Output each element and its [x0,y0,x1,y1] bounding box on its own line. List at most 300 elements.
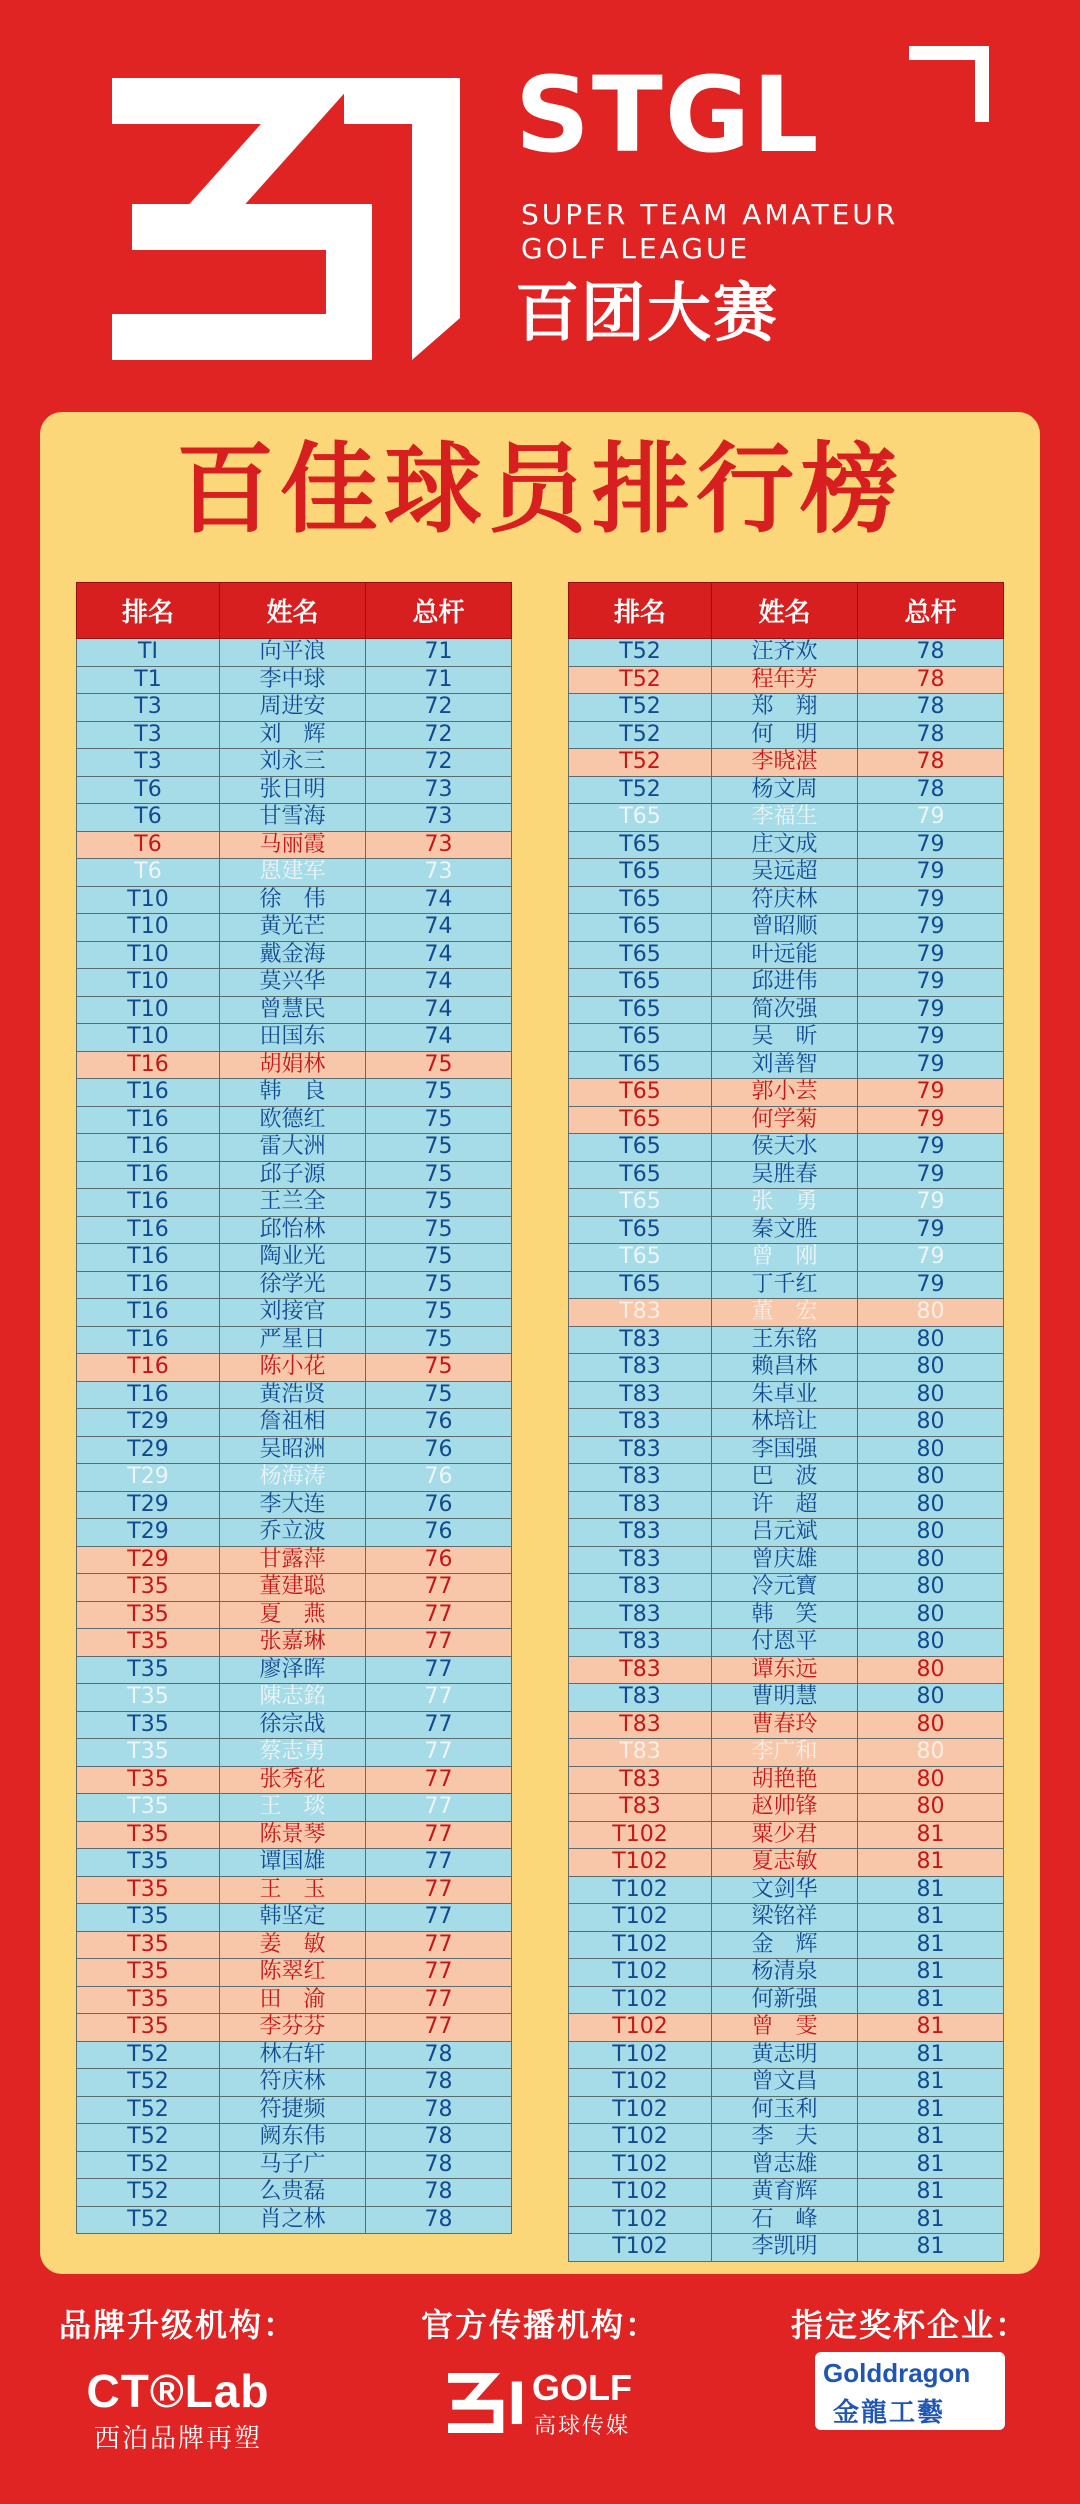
score-cell: 81 [858,1821,1004,1849]
rank-cell: T52 [569,666,712,694]
table-row [77,776,512,804]
table-row [77,694,512,722]
table-row [77,1601,512,1629]
rank-cell: T16 [77,1134,220,1162]
score-cell: 80 [858,1684,1004,1712]
name-cell: 刘 辉 [220,721,366,749]
score-cell: 77 [366,1739,512,1767]
table-row [569,804,1004,832]
rank-cell: T16 [77,1051,220,1079]
name-cell: 汪齐欢 [712,639,858,667]
rank-cell: T65 [569,1079,712,1107]
rank-cell: T35 [77,1986,220,2014]
name-cell: 粟少君 [712,1821,858,1849]
score-cell: 81 [858,2041,1004,2069]
stgl-logo-mark [112,78,460,360]
name-cell: 董建聪 [220,1574,366,1602]
table-row [77,1051,512,1079]
table-row [77,1739,512,1767]
brand-subtitle-line1: SUPER TEAM AMATEUR [521,198,899,231]
table-row [77,1106,512,1134]
table-row [569,2151,1004,2179]
rank-cell: T35 [77,2014,220,2042]
table-row [77,2179,512,2207]
table-row [77,639,512,667]
rank-cell: T52 [569,776,712,804]
header-score: 总杆 [366,583,512,639]
score-cell: 79 [858,859,1004,887]
name-cell: 邱怡林 [220,1216,366,1244]
score-cell: 81 [858,1959,1004,1987]
table-row [569,1739,1004,1767]
rank-cell: T52 [569,694,712,722]
rank-cell: T83 [569,1629,712,1657]
score-cell: 80 [858,1354,1004,1382]
table-row [569,2069,1004,2097]
name-cell: 朱卓业 [712,1381,858,1409]
golddragon-logo [815,2352,1005,2430]
name-cell: 侯天水 [712,1134,858,1162]
table-row [569,1959,1004,1987]
score-cell: 75 [366,1354,512,1382]
name-cell: 冷元寶 [712,1574,858,1602]
name-cell: 邱进伟 [712,969,858,997]
rank-cell: T52 [77,2179,220,2207]
name-cell: 莫兴华 [220,969,366,997]
name-cell: 徐 伟 [220,886,366,914]
table-row [569,996,1004,1024]
name-cell: 曹春玲 [712,1711,858,1739]
table-row [77,1244,512,1272]
score-cell: 78 [366,2041,512,2069]
name-cell: 曹明慧 [712,1684,858,1712]
table-row [77,859,512,887]
rank-cell: T35 [77,1684,220,1712]
score-cell: 79 [858,941,1004,969]
table-row [77,1629,512,1657]
table-row [569,1161,1004,1189]
table-row [569,694,1004,722]
rank-cell: T102 [569,1904,712,1932]
rank-cell: T65 [569,1271,712,1299]
score-cell: 81 [858,2069,1004,2097]
rank-cell: T102 [569,2041,712,2069]
rank-cell: T10 [77,914,220,942]
name-cell: 赖昌林 [712,1354,858,1382]
name-cell: 周进安 [220,694,366,722]
table-row [569,914,1004,942]
name-cell: 陈翠红 [220,1959,366,1987]
table-row [569,2041,1004,2069]
score-cell: 75 [366,1189,512,1217]
table-row [569,2014,1004,2042]
score-cell: 77 [366,1711,512,1739]
table-row [77,969,512,997]
name-cell: 甘露萍 [220,1546,366,1574]
rank-cell: T65 [569,1024,712,1052]
rank-cell: T65 [569,941,712,969]
score-cell: 76 [366,1519,512,1547]
name-cell: 姜 敏 [220,1931,366,1959]
brand-chinese-name: 百团大赛 [515,277,779,351]
name-cell: 蔡志勇 [220,1739,366,1767]
name-cell: 曾 刚 [712,1244,858,1272]
score-cell: 79 [858,1079,1004,1107]
name-cell: 林右轩 [220,2041,366,2069]
table-row [77,1876,512,1904]
name-cell: 王兰全 [220,1189,366,1217]
name-cell: 张嘉琳 [220,1629,366,1657]
score-cell: 73 [366,831,512,859]
score-cell: 77 [366,1931,512,1959]
rank-cell: T52 [77,2041,220,2069]
table-row [77,996,512,1024]
name-cell: 简次强 [712,996,858,1024]
table-row [569,1794,1004,1822]
name-cell: 詹祖相 [220,1409,366,1437]
name-cell: 付恩平 [712,1629,858,1657]
rank-cell: T10 [77,1024,220,1052]
name-cell: 欧德红 [220,1106,366,1134]
name-cell: 吴昭洲 [220,1436,366,1464]
rank-cell: T1 [77,666,220,694]
rank-cell: T29 [77,1436,220,1464]
rank-cell: T83 [569,1326,712,1354]
table-row [569,1519,1004,1547]
score-cell: 80 [858,1409,1004,1437]
table-row [77,1904,512,1932]
name-cell: 刘接官 [220,1299,366,1327]
name-cell: 谭东远 [712,1656,858,1684]
rank-cell: TI [77,639,220,667]
score-cell: 73 [366,776,512,804]
name-cell: 符捷频 [220,2096,366,2124]
rank-cell: T29 [77,1546,220,1574]
rank-cell: T83 [569,1354,712,1382]
rank-cell: T52 [569,639,712,667]
score-cell: 76 [366,1491,512,1519]
table-row [569,1904,1004,1932]
score-cell: 77 [366,2014,512,2042]
name-cell: 陈景琴 [220,1821,366,1849]
name-cell: 秦文胜 [712,1216,858,1244]
table-row [569,1189,1004,1217]
rank-cell: T10 [77,969,220,997]
rank-cell: T83 [569,1766,712,1794]
table-row [77,2014,512,2042]
name-cell: 何玉利 [712,2096,858,2124]
rank-cell: T65 [569,996,712,1024]
table-row [77,1491,512,1519]
rank-cell: T102 [569,2069,712,2097]
score-cell: 80 [858,1766,1004,1794]
score-cell: 81 [858,2234,1004,2262]
name-cell: 邱子源 [220,1161,366,1189]
score-cell: 79 [858,1106,1004,1134]
score-cell: 75 [366,1161,512,1189]
rank-cell: T83 [569,1299,712,1327]
rank-cell: T65 [569,1134,712,1162]
score-cell: 76 [366,1464,512,1492]
score-cell: 80 [858,1601,1004,1629]
table-row [77,2096,512,2124]
table-row [569,1079,1004,1107]
name-cell: 黄育辉 [712,2179,858,2207]
rank-cell: T35 [77,1959,220,1987]
name-cell: 石 峰 [712,2206,858,2234]
name-cell: 王东铭 [712,1326,858,1354]
name-cell: 何学菊 [712,1106,858,1134]
score-cell: 74 [366,969,512,997]
table-row [77,1381,512,1409]
golf-logo-subtitle: 高球传媒 [533,2413,630,2439]
table-row [77,1766,512,1794]
table-row [77,1684,512,1712]
score-cell: 80 [858,1739,1004,1767]
score-cell: 79 [858,914,1004,942]
golddragon-logo-text: Golddragon [823,2358,971,2388]
brand-subtitle-line2: GOLF LEAGUE [521,232,751,265]
rank-cell: T35 [77,1766,220,1794]
table-row [77,1546,512,1574]
name-cell: 吴胜春 [712,1161,858,1189]
name-cell: 刘永三 [220,749,366,777]
rank-cell: T35 [77,1601,220,1629]
rank-cell: T83 [569,1464,712,1492]
header-score: 总杆 [858,583,1004,639]
table-row [77,1024,512,1052]
table-row [569,1024,1004,1052]
rank-cell: T35 [77,1849,220,1877]
rank-cell: T6 [77,859,220,887]
rank-cell: T16 [77,1244,220,1272]
score-cell: 75 [366,1299,512,1327]
score-cell: 81 [858,1931,1004,1959]
table-row [77,1079,512,1107]
table-row [77,666,512,694]
table-body-left [77,639,512,2234]
table-row [77,2206,512,2234]
name-cell: 么贵磊 [220,2179,366,2207]
name-cell: 陈小花 [220,1354,366,1382]
name-cell: 郭小芸 [712,1079,858,1107]
table-row [569,2124,1004,2152]
score-cell: 80 [858,1656,1004,1684]
score-cell: 79 [858,804,1004,832]
table-row [569,1601,1004,1629]
name-cell: 廖泽晖 [220,1656,366,1684]
score-cell: 75 [366,1381,512,1409]
name-cell: 黄志明 [712,2041,858,2069]
score-cell: 79 [858,1134,1004,1162]
name-cell: 黄光芒 [220,914,366,942]
score-cell: 74 [366,914,512,942]
table-row [77,749,512,777]
rank-cell: T65 [569,1051,712,1079]
table-row [569,941,1004,969]
score-cell: 81 [858,1904,1004,1932]
table-row [77,1794,512,1822]
rank-cell: T102 [569,2179,712,2207]
name-cell: 夏志敏 [712,1849,858,1877]
footer-sponsors [0,2290,1080,2504]
table-row [77,1436,512,1464]
table-row [77,941,512,969]
score-cell: 74 [366,996,512,1024]
name-cell: 韩 笑 [712,1601,858,1629]
score-cell: 75 [366,1271,512,1299]
table-header-row [569,583,1004,639]
name-cell: 李晓湛 [712,749,858,777]
rank-cell: T65 [569,1106,712,1134]
table-row [569,666,1004,694]
score-cell: 78 [366,2124,512,2152]
name-cell: 曾昭顺 [712,914,858,942]
rank-cell: T3 [77,749,220,777]
name-cell: 曾文昌 [712,2069,858,2097]
rank-cell: T35 [77,1931,220,1959]
name-cell: 吴远超 [712,859,858,887]
score-cell: 75 [366,1326,512,1354]
name-cell: 胡艳艳 [712,1766,858,1794]
rank-cell: T65 [569,969,712,997]
name-cell: 林培让 [712,1409,858,1437]
rank-cell: T16 [77,1271,220,1299]
name-cell: 赵帅锋 [712,1794,858,1822]
name-cell: 何新强 [712,1986,858,2014]
table-row [77,2041,512,2069]
table-row [77,1134,512,1162]
rank-cell: T6 [77,831,220,859]
rank-cell: T102 [569,2124,712,2152]
rank-cell: T35 [77,1876,220,1904]
table-row [77,1299,512,1327]
name-cell: 韩 良 [220,1079,366,1107]
name-cell: 庄文成 [712,831,858,859]
score-cell: 81 [858,2014,1004,2042]
rank-cell: T65 [569,804,712,832]
brand-title: STGL [515,54,821,176]
rank-cell: T16 [77,1354,220,1382]
table-row [77,1986,512,2014]
rank-cell: T65 [569,886,712,914]
rank-cell: T16 [77,1216,220,1244]
table-row [569,639,1004,667]
score-cell: 72 [366,694,512,722]
ctlab-logo-subtitle: 西泊品牌再塑 [93,2424,262,2454]
rank-cell: T65 [569,831,712,859]
golf-media-logo [410,2364,670,2442]
table-row [569,2234,1004,2262]
rank-cell: T65 [569,1189,712,1217]
table-row [569,1876,1004,1904]
name-cell: 李国强 [712,1436,858,1464]
score-cell: 79 [858,1216,1004,1244]
rank-cell: T102 [569,1931,712,1959]
rank-cell: T83 [569,1574,712,1602]
rank-cell: T102 [569,2234,712,2262]
score-cell: 76 [366,1409,512,1437]
score-cell: 75 [366,1244,512,1272]
table-row [77,886,512,914]
name-cell: 恩建军 [220,859,366,887]
name-cell: 郑 翔 [712,694,858,722]
brand-subtitle [521,198,898,266]
score-cell: 79 [858,996,1004,1024]
score-cell: 76 [366,1436,512,1464]
table-row [569,859,1004,887]
table-row [77,1326,512,1354]
rank-cell: T10 [77,941,220,969]
name-cell: 曾志雄 [712,2151,858,2179]
name-cell: 曾慧民 [220,996,366,1024]
rank-cell: T52 [77,2096,220,2124]
table-row [569,1106,1004,1134]
table-row [77,804,512,832]
table-row [569,1546,1004,1574]
header-name: 姓名 [712,583,858,639]
name-cell: 马丽霞 [220,831,366,859]
score-cell: 80 [858,1546,1004,1574]
rank-cell: T16 [77,1299,220,1327]
ranking-table-left [76,582,512,2234]
name-cell: 田国东 [220,1024,366,1052]
score-cell: 74 [366,886,512,914]
stgl-small-logo-icon [448,2364,522,2442]
score-cell: 77 [366,1876,512,1904]
table-row [569,1656,1004,1684]
rank-cell: T10 [77,996,220,1024]
table-row [77,1959,512,1987]
score-cell: 72 [366,721,512,749]
table-row [569,2096,1004,2124]
score-cell: 78 [858,749,1004,777]
table-row [77,1354,512,1382]
table-row [569,1244,1004,1272]
rank-cell: T65 [569,914,712,942]
name-cell: 杨清泉 [712,1959,858,1987]
name-cell: 王 玉 [220,1876,366,1904]
rank-cell: T65 [569,859,712,887]
rank-cell: T102 [569,1821,712,1849]
score-cell: 81 [858,1986,1004,2014]
table-row [77,1216,512,1244]
header [0,0,1080,400]
table-row [77,1409,512,1437]
score-cell: 77 [366,1986,512,2014]
score-cell: 81 [858,2151,1004,2179]
sponsor-brand-upgrade [48,2300,308,2455]
name-cell: 吕元斌 [712,1519,858,1547]
score-cell: 72 [366,749,512,777]
table-row [569,1409,1004,1437]
rank-cell: T83 [569,1656,712,1684]
rank-cell: T3 [77,694,220,722]
rank-cell: T102 [569,1959,712,1987]
score-cell: 78 [366,2151,512,2179]
rank-cell: T16 [77,1161,220,1189]
score-cell: 78 [366,2096,512,2124]
name-cell: 杨文周 [712,776,858,804]
rank-cell: T3 [77,721,220,749]
name-cell: 许 超 [712,1491,858,1519]
score-cell: 79 [858,1271,1004,1299]
score-cell: 79 [858,1051,1004,1079]
name-cell: 严星日 [220,1326,366,1354]
table-row [569,1216,1004,1244]
score-cell: 77 [366,1821,512,1849]
table-row [77,1931,512,1959]
